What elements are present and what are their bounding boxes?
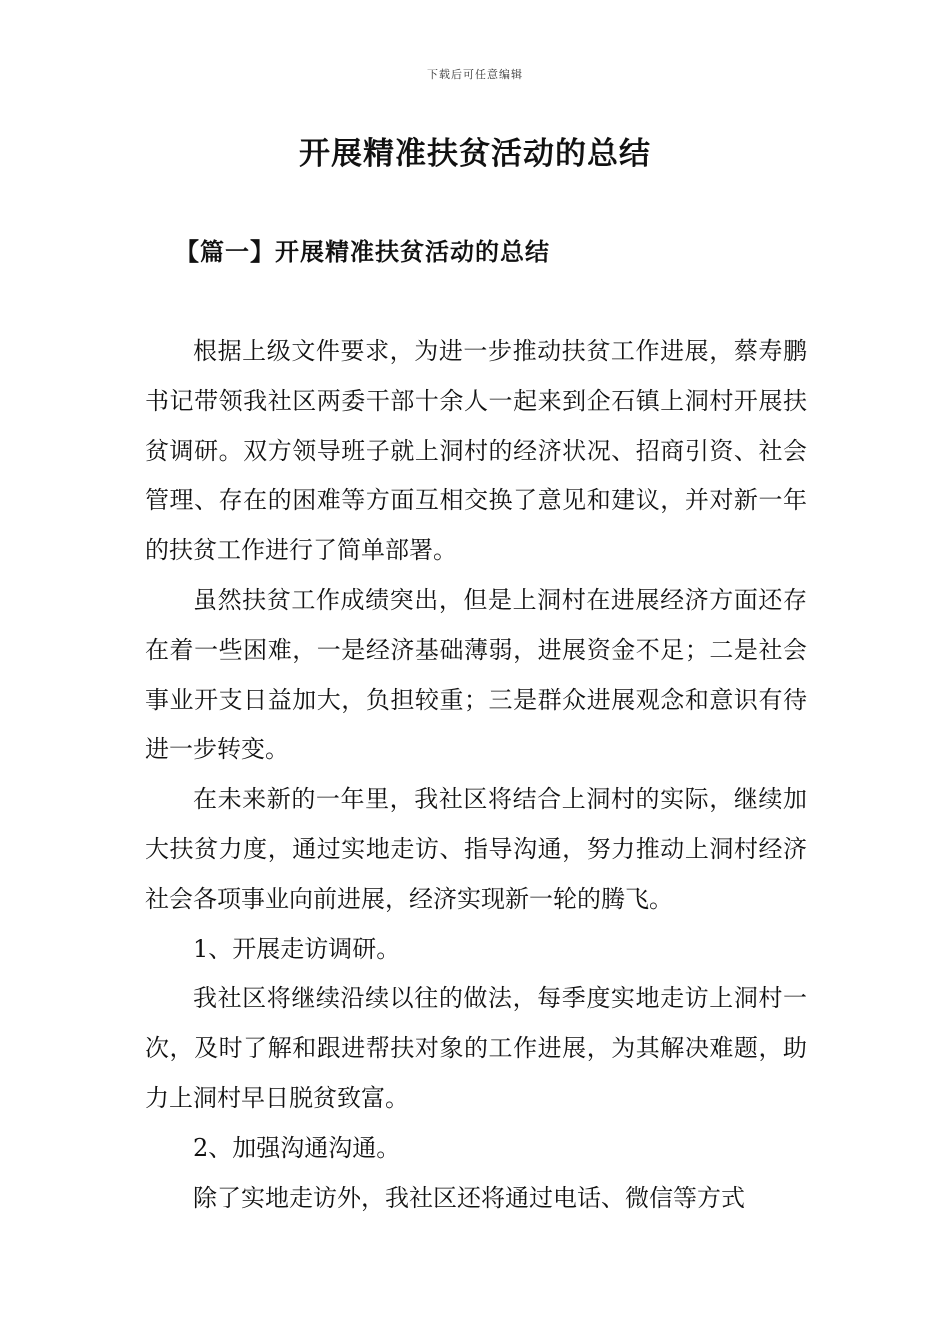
document-title: 开展精准扶贫活动的总结 bbox=[299, 136, 651, 172]
header-note: 下载后可任意编辑 bbox=[427, 68, 523, 81]
paragraph-1: 根据上级文件要求，为进一步推动扶贫工作进展，蔡寿鹏书记带领我社区两委干部十余人一起来到企石镇上洞村开展扶贫调研。双方领导班子就上洞村的经济状况、招商引资、社会管理、存在的困难等方面互相交换了意见和建议，并对新一年的扶贫工作进行了简单部署。 bbox=[145, 337, 807, 565]
list-item-heading-2: 2、加强沟通沟通。 bbox=[193, 1133, 401, 1162]
paragraph-2: 虽然扶贫工作成绩突出，但是上洞村在进展经济方面还存在着一些困难，一是经济基础薄弱，进展资金不足；二是社会事业开支日益加大，负担较重；三是群众进展观念和意识有待进一步转变。 bbox=[145, 585, 807, 764]
section-heading: 【篇一】开展精准扶贫活动的总结 bbox=[175, 237, 550, 266]
paragraph-4: 我社区将继续沿续以往的做法，每季度实地走访上洞村一次，及时了解和跟进帮扶对象的工作进展，为其解决难题，助力上洞村早日脱贫致富。 bbox=[145, 984, 807, 1112]
list-item-heading-1: 1、开展走访调研。 bbox=[193, 934, 401, 963]
paragraph-5: 除了实地走访外，我社区还将通过电话、微信等方式 bbox=[193, 1183, 745, 1212]
document-body bbox=[145, 327, 807, 1223]
paragraph-3: 在未来新的一年里，我社区将结合上洞村的实际，继续加大扶贫力度，通过实地走访、指导沟通，努力推动上洞村经济社会各项事业向前进展，经济实现新一轮的腾飞。 bbox=[145, 785, 807, 913]
